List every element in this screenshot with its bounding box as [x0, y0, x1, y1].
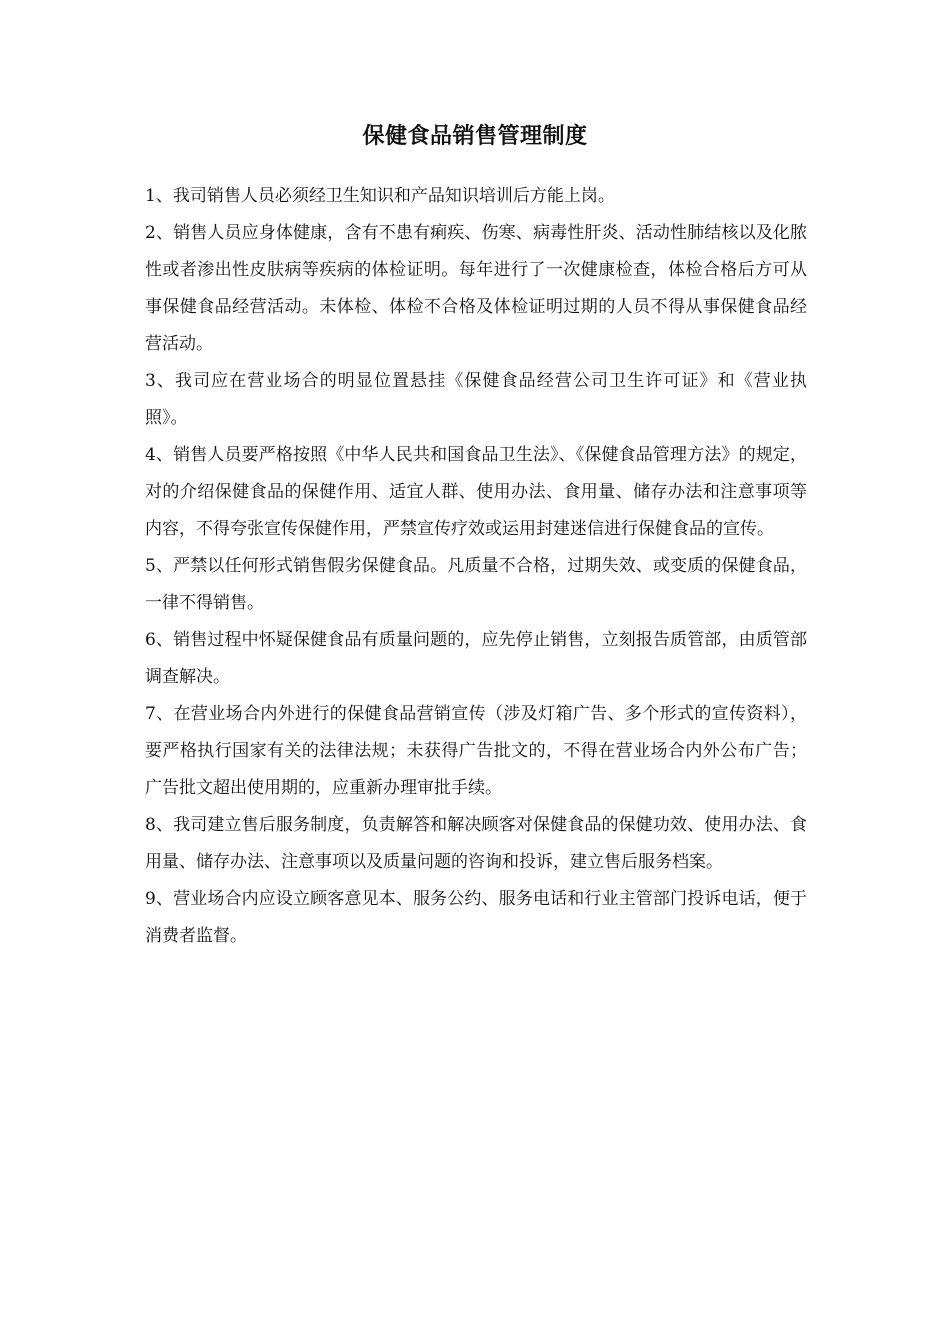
- clause-8: 8、我司建立售后服务制度，负责解答和解决顾客对保健食品的保健功效、使用办法、食用量、储存办法、注意事项以及质量问题的咨询和投诉，建立售后服务档案。: [145, 815, 807, 872]
- clause-3: 3、我司应在营业场合的明显位置悬挂《保健食品经营公司卫生许可证》和《营业执照》。: [145, 371, 807, 428]
- document-title: 保健食品销售管理制度: [362, 124, 588, 149]
- clause-6: 6、销售过程中怀疑保健食品有质量问题的，应先停止销售，立刻报告质管部，由质管部调查解决。: [145, 630, 807, 687]
- clause-5: 5、严禁以任何形式销售假劣保健食品。凡质量不合格，过期失效、或变质的保健食品，一律不得销售。: [145, 556, 807, 613]
- clause-9: 9、营业场合内应设立顾客意见本、服务公约、服务电话和行业主管部门投诉电话，便于消费者监督。: [145, 889, 807, 946]
- clause-4: 4、销售人员要严格按照《中华人民共和国食品卫生法》、《保健食品管理方法》的规定，对的介绍保健食品的保健作用、适宜人群、使用办法、食用量、储存办法和注意事项等内容，不得夸张宣传保健作用，严禁宣传疗效或运用封建迷信进行保健食品的宣传。: [145, 445, 807, 539]
- clause-1: 1、我司销售人员必须经卫生知识和产品知识培训后方能上岗。: [145, 186, 615, 206]
- document-body: [145, 178, 807, 955]
- clause-7: 7、在营业场合内外进行的保健食品营销宣传（涉及灯箱广告、多个形式的宣传资料），要严格执行国家有关的法律法规；未获得广告批文的，不得在营业场合内外公布广告；广告批文超出使用期的，应重新办理审批手续。: [145, 704, 807, 798]
- clause-2: 2、销售人员应身体健康，含有不患有痢疾、伤寒、病毒性肝炎、活动性肺结核以及化脓性或者渗出性皮肤病等疾病的体检证明。每年进行了一次健康检查，体检合格后方可从事保健食品经营活动。未体检、体检不合格及体检证明过期的人员不得从事保健食品经营活动。: [145, 223, 807, 354]
